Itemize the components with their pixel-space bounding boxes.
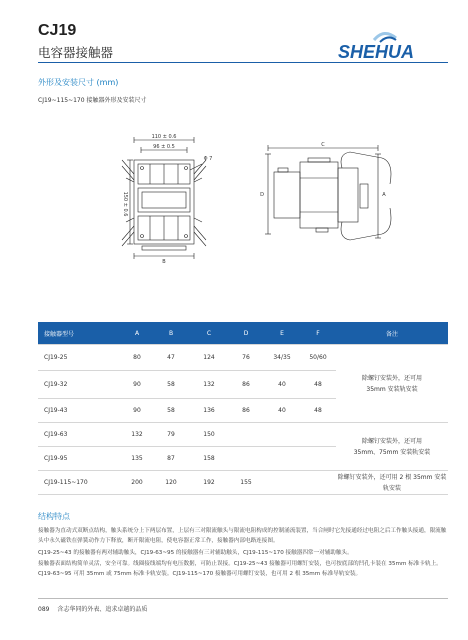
cell-d: 76 [228, 345, 264, 371]
cell-model: CJ19-115~170 [38, 471, 122, 495]
dim-label-a: A [382, 192, 386, 198]
col-header-model: 接触器型号 [38, 322, 122, 345]
front-view [122, 137, 206, 259]
cell-model: CJ19-25 [38, 345, 122, 371]
col-header-e: E [264, 322, 300, 345]
cell-note: 除螺钉安装外，还可用 2 根 35mm 安装轨安装 [336, 471, 448, 495]
cell-f [300, 471, 336, 495]
cell-f [300, 423, 336, 447]
col-header-d: D [228, 322, 264, 345]
section-title-features: 结构特点 [38, 512, 70, 521]
cell-e: 40 [264, 399, 300, 423]
cell-b: 58 [152, 371, 190, 399]
drawing-labels [122, 134, 386, 265]
dim-top-outer: 110 ± 0.6 [151, 134, 177, 140]
cell-b: 58 [152, 399, 190, 423]
cell-a: 90 [122, 371, 152, 399]
col-header-f: F [300, 322, 336, 345]
cell-a: 90 [122, 399, 152, 423]
cell-e [264, 447, 300, 471]
cell-c: 136 [190, 399, 228, 423]
table-row [38, 423, 448, 447]
footer-slogan: 含志华同的外表、追求卓越的品质 [57, 606, 148, 613]
footer-divider [38, 598, 448, 599]
cell-d [228, 447, 264, 471]
cell-c: 192 [190, 471, 228, 495]
features-paragraph: 接触器为直动式双断点结构，触头系统分上下两层布置，上层有三对限流触头与限流电阻构成的控制涌流装置，当合闸时它先接通经过电阻之后工作触头接通，限流触头中永久磁铁在弹簧动作力下释放，断开限流电阻，使电容器正常工作，接触器内部电路连接图。 [38, 528, 447, 544]
shehua-logo [336, 30, 448, 64]
cell-c: 150 [190, 423, 228, 447]
dim-label-d: D [260, 192, 264, 198]
side-view [265, 145, 391, 240]
spec-table [38, 322, 448, 495]
dimension-drawing [38, 108, 448, 318]
table-header-row [38, 322, 448, 345]
table-row [38, 471, 448, 495]
col-header-a: A [122, 322, 152, 345]
section-title-dimensions: 外形及安装尺寸 (mm) [38, 78, 119, 87]
cell-a: 200 [122, 471, 152, 495]
note-line: 除螺钉安装外，还可用 [361, 374, 422, 382]
col-header-c: C [190, 322, 228, 345]
footer [38, 604, 147, 613]
cell-f: 48 [300, 399, 336, 423]
cell-d: 155 [228, 471, 264, 495]
dim-top-inner: 96 ± 0.5 [153, 144, 175, 150]
cell-e: 40 [264, 371, 300, 399]
cell-note [336, 423, 448, 471]
cell-b: 87 [152, 447, 190, 471]
logo-emblem-icon [374, 33, 396, 42]
cell-b: 120 [152, 471, 190, 495]
cell-d: 86 [228, 371, 264, 399]
cell-b: 47 [152, 345, 190, 371]
features-paragraph: CJ19-25~43 的接触器有两对辅助触头，CJ19-63~95 的接触器有三对辅助触头，CJ19-115~170 接触器四常一对辅助触头。 [38, 549, 353, 556]
dim-label-c: C [321, 142, 325, 148]
product-model: CJ19 [38, 22, 77, 39]
page-number: 089 [38, 606, 50, 613]
cell-model: CJ19-95 [38, 447, 122, 471]
cell-model: CJ19-32 [38, 371, 122, 399]
product-subtitle: 电容器接触器 [38, 45, 114, 60]
note-line: 除螺钉安装外，还可用 [361, 437, 422, 445]
logo-wordmark: SHEHUA [338, 42, 415, 62]
cell-d [228, 423, 264, 447]
dim-hole: Φ 7 [203, 156, 213, 162]
col-header-note: 备注 [336, 322, 448, 345]
note-line: 35mm 安装轨安装 [366, 385, 418, 393]
dim-label-b: B [162, 259, 166, 265]
cell-c: 158 [190, 447, 228, 471]
cell-a: 135 [122, 447, 152, 471]
cell-f [300, 447, 336, 471]
cell-c: 132 [190, 371, 228, 399]
cell-d: 86 [228, 399, 264, 423]
cell-b: 79 [152, 423, 190, 447]
drawing-caption: CJ19~115~170 接触器外形及安装尺寸 [38, 97, 147, 104]
cell-f: 48 [300, 371, 336, 399]
features-paragraph: 接触器表面结构简单灵活，安全可靠。线圈接线端均有电压数据，可防止误接。CJ19-25~43 接触器可用螺钉安装，也可按底部的凹孔卡装在 35mm 标准卡轨上。CJ19-63~95 可用 35mm 或 75mm 标准卡轨安装。CJ19-115~170 接触器可用螺钉安装，也可用 2 根 35mm 标准导轨安装。 [38, 561, 442, 578]
cell-model: CJ19-43 [38, 399, 122, 423]
features-text [38, 527, 448, 582]
table-row [38, 345, 448, 371]
col-header-b: B [152, 322, 190, 345]
cell-note [336, 345, 448, 423]
cell-a: 132 [122, 423, 152, 447]
cell-model: CJ19-63 [38, 423, 122, 447]
note-line: 35mm、75mm 安装轨安装 [353, 448, 431, 456]
cell-f: 50/60 [300, 345, 336, 371]
cell-e: 34/35 [264, 345, 300, 371]
cell-c: 124 [190, 345, 228, 371]
dim-height: 150 ± 0.6 [122, 191, 128, 217]
cell-a: 80 [122, 345, 152, 371]
cell-e [264, 423, 300, 447]
cell-e [264, 471, 300, 495]
